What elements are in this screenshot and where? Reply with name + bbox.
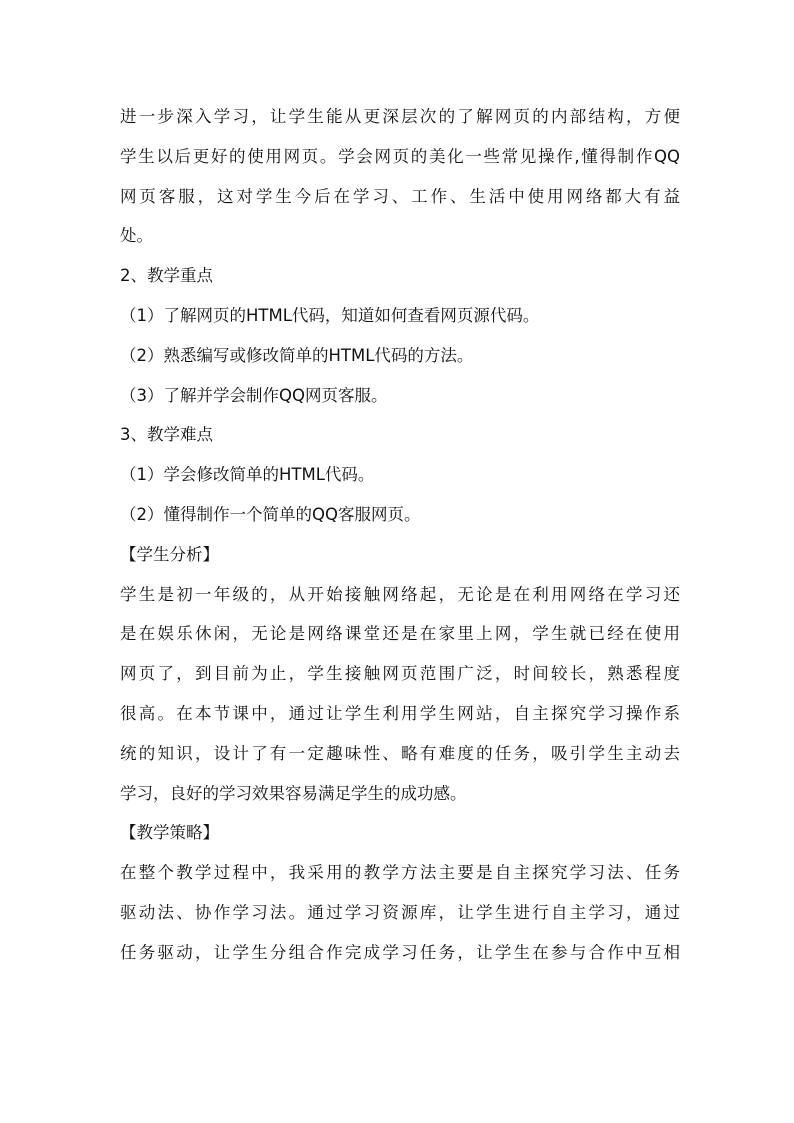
paragraph-line: 进一步深入学习，让学生能从更深层次的了解网页的内部结构，方便	[120, 107, 680, 126]
paragraph-line: 统的知识，设计了有一定趣味性、略有难度的任务，吸引学生主动去	[120, 743, 680, 763]
paragraph-line: 学生以后更好的使用网页。学会网页的美化一些常见操作,懂得制作QQ	[120, 146, 680, 166]
list-item: （1）学会修改简单的HTML代码。	[120, 465, 375, 485]
list-item: （1）了解网页的HTML代码，知道如何查看网页源代码。	[120, 305, 540, 325]
paragraph-line: 很高。在本节课中，通过让学生利用学生网站，自主探究学习操作系	[120, 703, 680, 723]
paragraph-line: 驱动法、协作学习法。通过学习资源库，让学生进行自主学习，通过	[120, 902, 680, 922]
paragraph-line: 学生是初一年级的，从开始接触网络起，无论是在利用网络在学习还	[120, 584, 680, 604]
section-heading-difficulties: 3、教学难点	[120, 425, 213, 445]
section-heading-teaching-strategy: 【教学策略】	[120, 823, 219, 843]
paragraph-line: 网页客服，这对学生今后在学习、工作、生活中使用网络都大有益	[120, 186, 680, 206]
paragraph-line: 任务驱动，让学生分组合作完成学习任务，让学生在参与合作中互相	[120, 942, 680, 962]
paragraph-line: 在整个教学过程中，我采用的教学方法主要是自主探究学习法、任务	[120, 863, 680, 883]
document-body	[120, 97, 680, 973]
paragraph-line: 是在娱乐休闲，无论是网络课堂还是在家里上网，学生就已经在使用	[120, 624, 680, 644]
section-heading-student-analysis: 【学生分析】	[120, 544, 219, 564]
paragraph-line: 学习，良好的学习效果容易满足学生的成功感。	[120, 783, 467, 803]
list-item: （2）熟悉编写或修改简单的HTML代码的方法。	[120, 345, 474, 365]
section-heading-key-points: 2、教学重点	[120, 266, 213, 286]
paragraph-line: 处。	[120, 226, 153, 246]
list-item: （3）了解并学会制作QQ网页客服。	[120, 385, 388, 405]
paragraph-line: 网页了，到目前为止，学生接触网页范围广泛，时间较长，熟悉程度	[120, 664, 680, 684]
list-item: （2）懂得制作一个简单的QQ客服网页。	[120, 504, 421, 524]
